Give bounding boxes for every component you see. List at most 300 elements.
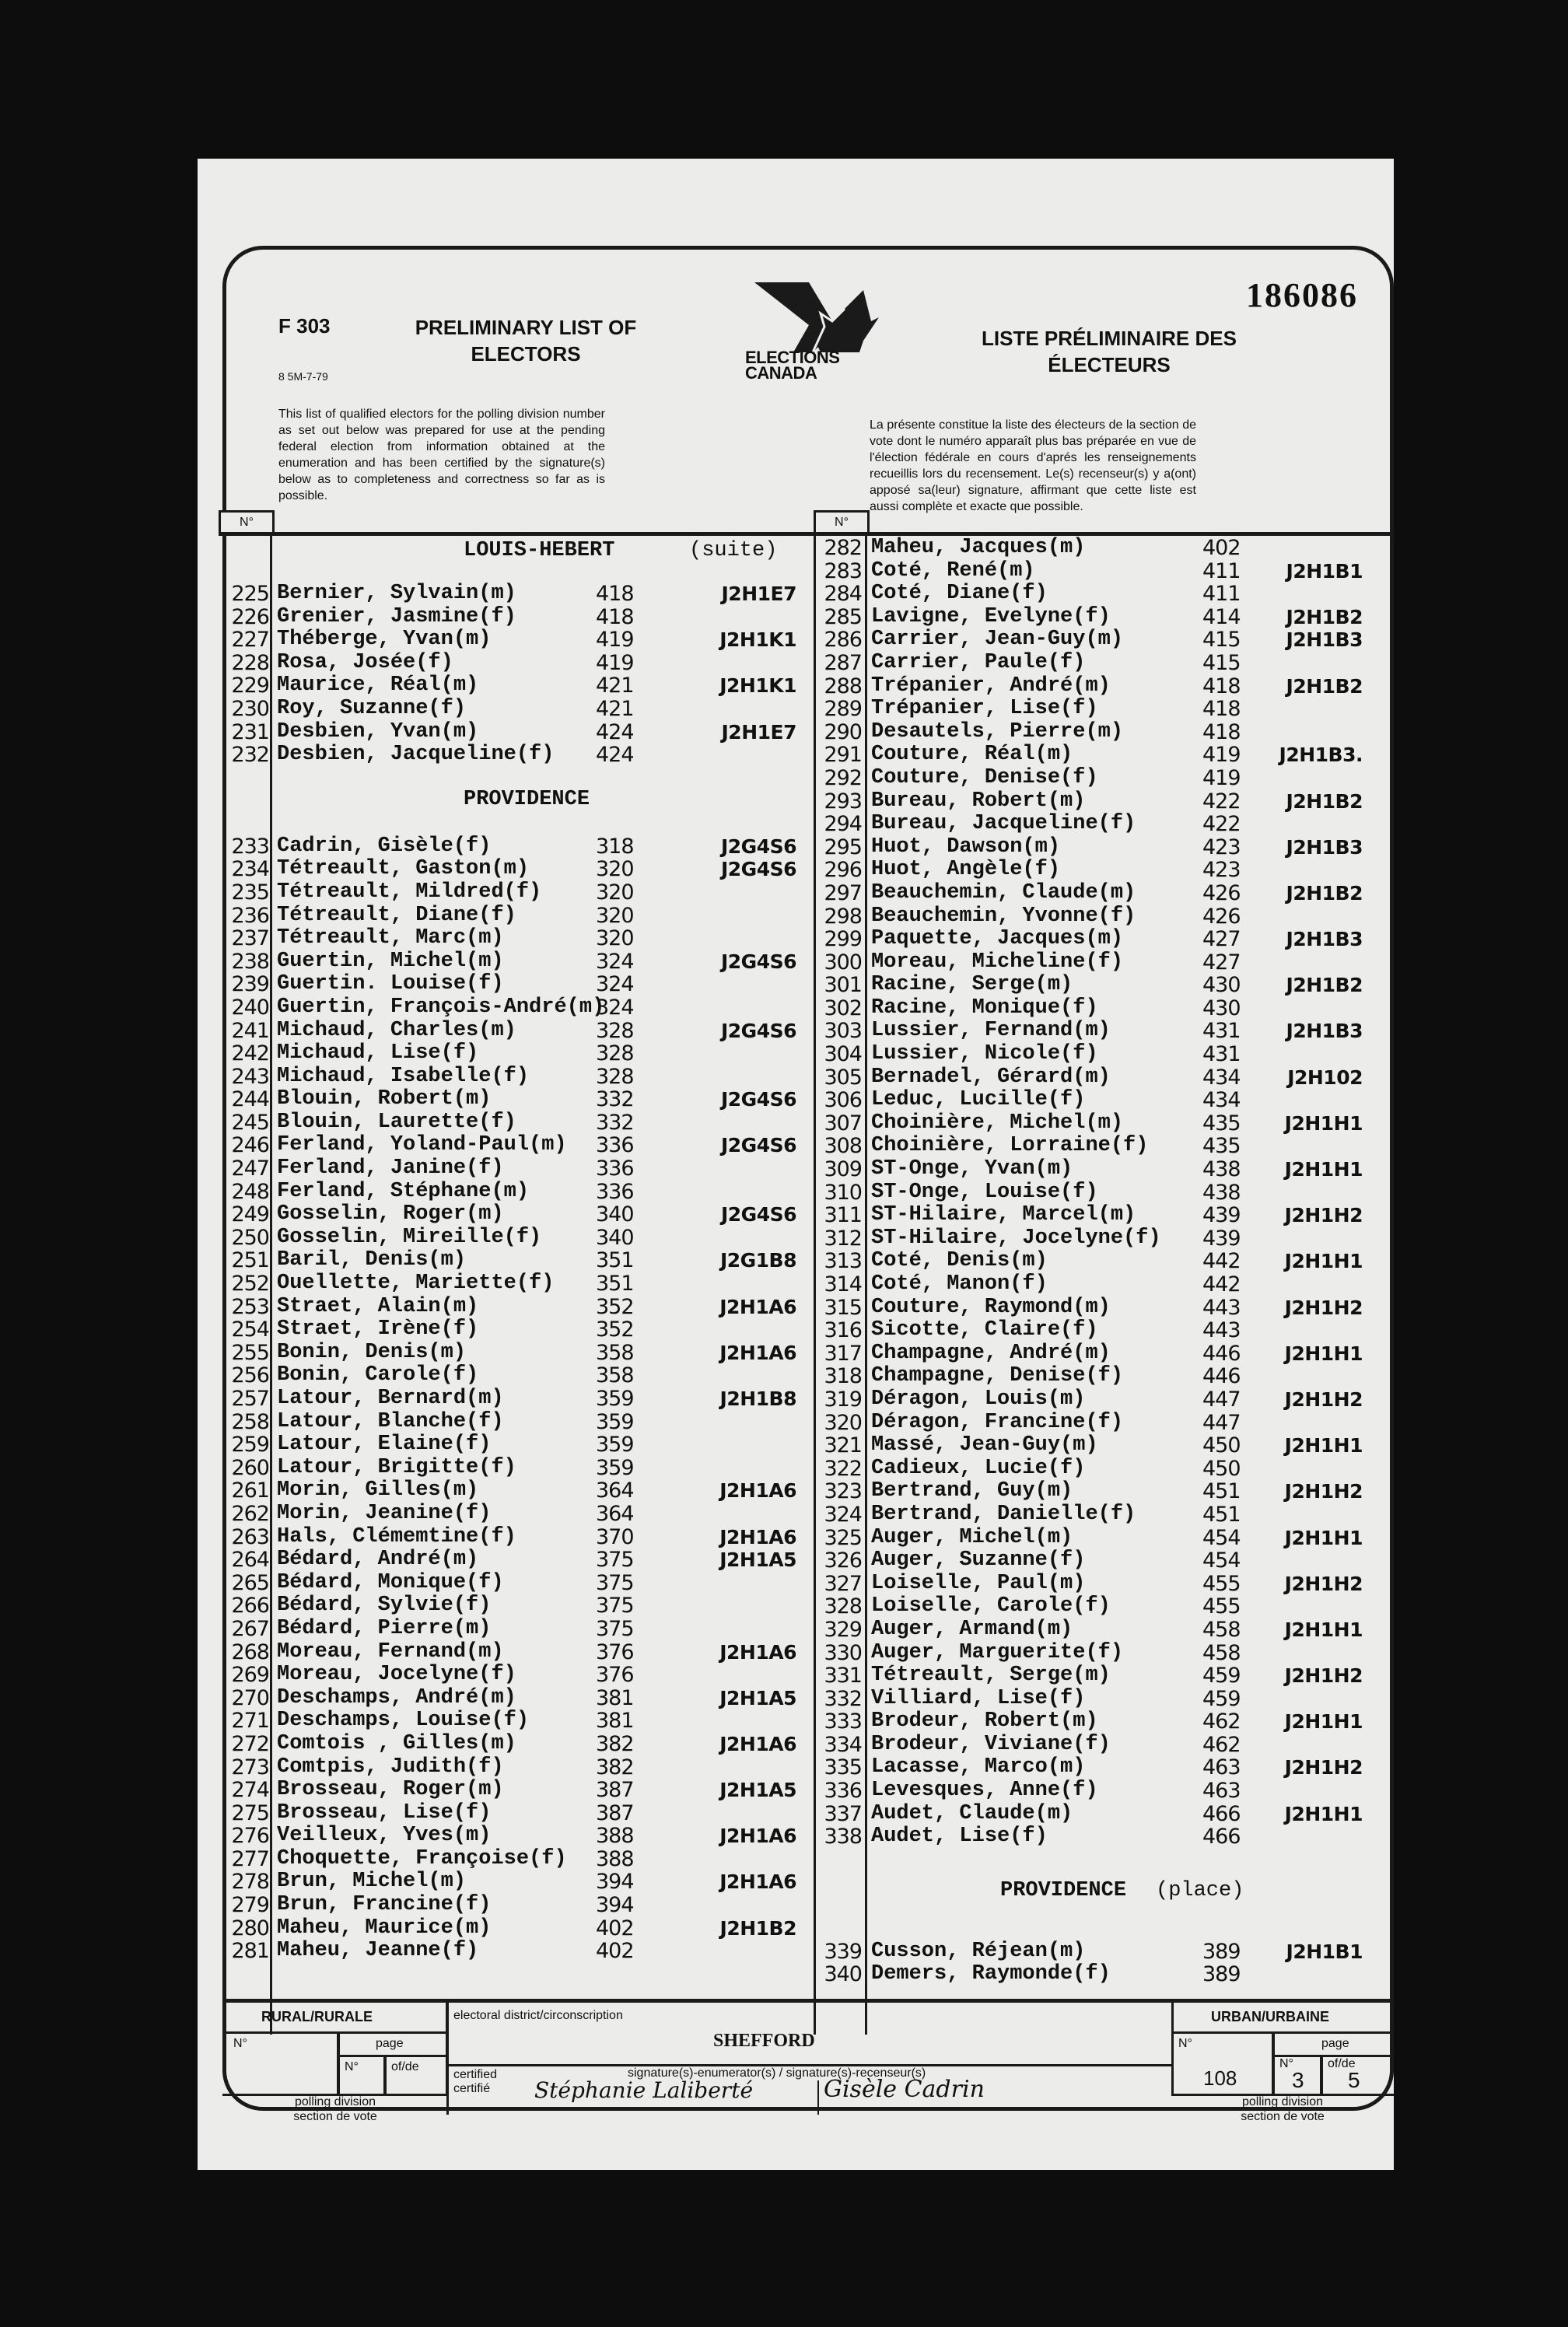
elector-address: 375 xyxy=(596,1616,634,1641)
elector-number: 338 xyxy=(824,1825,862,1849)
elector-address: 435 xyxy=(1202,1111,1241,1136)
elector-address: 423 xyxy=(1202,835,1241,859)
elector-number: 228 xyxy=(231,650,269,675)
elector-row xyxy=(814,1825,1394,1849)
elector-name: Morin, Jeanine(f) xyxy=(277,1501,492,1525)
elector-postal-code: J2H1H2 xyxy=(1284,1387,1363,1411)
elector-row xyxy=(222,606,814,629)
elector-number: 280 xyxy=(231,1916,269,1940)
elector-address: 424 xyxy=(596,743,634,768)
elector-name: Auger, Michel(m) xyxy=(871,1525,1073,1549)
elector-number: 337 xyxy=(824,1801,862,1826)
elector-row xyxy=(814,790,1394,814)
elector-name: Cadrin, Gisèle(f) xyxy=(277,834,492,858)
elector-address: 402 xyxy=(1202,536,1241,560)
elector-name: Maheu, Jeanne(f) xyxy=(277,1939,479,1963)
elector-postal-code: J2H1K1 xyxy=(719,674,796,698)
elector-address: 427 xyxy=(1202,927,1241,952)
elector-address: 463 xyxy=(1202,1779,1241,1804)
rural-polling-line2: section de vote xyxy=(293,2110,377,2123)
title-english xyxy=(386,314,666,367)
elector-row xyxy=(222,1387,814,1411)
elector-number: 273 xyxy=(231,1755,269,1779)
elector-name: Carrier, Paule(f) xyxy=(871,650,1086,674)
elector-postal-code: J2H1B3 xyxy=(1286,835,1363,859)
elector-row xyxy=(814,1412,1394,1435)
elector-address: 359 xyxy=(596,1387,634,1411)
elector-number: 263 xyxy=(231,1524,269,1549)
elector-name: Tétreault, Gaston(m) xyxy=(277,857,530,881)
elector-row xyxy=(814,882,1394,905)
elector-number: 305 xyxy=(824,1065,862,1090)
elector-row xyxy=(814,1273,1394,1296)
elector-number: 265 xyxy=(231,1570,269,1595)
elector-number: 308 xyxy=(824,1134,862,1159)
urban-polling-line1: polling division xyxy=(1241,2095,1324,2108)
elector-row xyxy=(814,1066,1394,1090)
elector-postal-code: J2H1B2 xyxy=(1286,789,1363,813)
section-title: PROVIDENCE xyxy=(464,787,590,811)
elector-number: 245 xyxy=(231,1110,269,1135)
elector-name: Levesques, Anne(f) xyxy=(871,1779,1098,1803)
elector-address: 381 xyxy=(596,1685,634,1710)
elector-number: 242 xyxy=(231,1041,269,1066)
elector-row xyxy=(222,927,814,950)
elector-address: 435 xyxy=(1202,1134,1241,1159)
elector-name: Auger, Suzanne(f) xyxy=(871,1548,1086,1573)
elector-address: 434 xyxy=(1202,1065,1241,1090)
elector-address: 328 xyxy=(596,1041,634,1066)
elector-postal-code: J2G1B8 xyxy=(719,1249,796,1272)
elector-list-left xyxy=(222,537,814,1963)
elector-row xyxy=(814,1089,1394,1112)
elector-address: 336 xyxy=(596,1157,634,1181)
elector-row xyxy=(222,1249,814,1272)
elector-address: 320 xyxy=(596,926,634,951)
section-suffix: (suite) xyxy=(689,539,778,562)
elector-number: 258 xyxy=(231,1409,269,1434)
elector-row xyxy=(222,1756,814,1779)
elector-row xyxy=(222,1733,814,1756)
elector-address: 388 xyxy=(596,1846,634,1871)
elector-name: Trépanier, André(m) xyxy=(871,674,1111,698)
elector-postal-code: J2H1A5 xyxy=(719,1779,796,1802)
elector-address: 324 xyxy=(596,995,634,1020)
elector-address: 418 xyxy=(1202,719,1241,744)
elector-number: 287 xyxy=(824,650,862,675)
elector-row xyxy=(222,1111,814,1135)
entries-providence xyxy=(222,835,814,1963)
section-title: PROVIDENCE xyxy=(1000,1878,1127,1902)
elector-row xyxy=(222,1848,814,1871)
elector-name: Veilleux, Yves(m) xyxy=(277,1824,492,1848)
elector-name: Couture, Denise(f) xyxy=(871,765,1098,789)
elector-row xyxy=(222,1088,814,1111)
urban-header xyxy=(1171,2003,1394,2034)
elector-row xyxy=(814,997,1394,1020)
elector-name: Racine, Serge(m) xyxy=(871,973,1073,997)
elector-name: Brodeur, Robert(m) xyxy=(871,1709,1098,1734)
elector-number: 300 xyxy=(824,950,862,975)
elector-name: Auger, Armand(m) xyxy=(871,1617,1073,1641)
elector-number: 274 xyxy=(231,1778,269,1803)
elector-row xyxy=(222,1894,814,1917)
elector-name: Bédard, Pierre(m) xyxy=(277,1616,492,1640)
signature-label: signature(s)-enumerator(s) / signature(s)-recenseur(s) xyxy=(628,2066,926,2080)
elector-name: Bonin, Denis(m) xyxy=(277,1340,467,1364)
elector-address: 430 xyxy=(1202,973,1241,998)
elector-number: 262 xyxy=(231,1501,269,1526)
elector-name: Lussier, Nicole(f) xyxy=(871,1042,1098,1066)
elector-postal-code: J2H1A5 xyxy=(719,1686,796,1709)
elector-address: 422 xyxy=(1202,789,1241,814)
elector-number: 309 xyxy=(824,1157,862,1182)
elector-postal-code: J2H1A6 xyxy=(719,1341,796,1364)
elector-number: 246 xyxy=(231,1133,269,1158)
elector-postal-code: J2H1H2 xyxy=(1284,1664,1363,1688)
elector-number: 260 xyxy=(231,1455,269,1480)
elector-number: 317 xyxy=(824,1341,862,1366)
elector-address: 426 xyxy=(1202,904,1241,929)
elector-row xyxy=(222,674,814,698)
elector-row xyxy=(222,1181,814,1204)
elector-name: Grenier, Jasmine(f) xyxy=(277,604,516,628)
elector-address: 434 xyxy=(1202,1088,1241,1113)
elector-row xyxy=(222,973,814,996)
urban-page-label: page xyxy=(1321,2037,1349,2050)
elector-row xyxy=(814,1204,1394,1227)
elector-number: 272 xyxy=(231,1731,269,1756)
elector-postal-code: J2H1H2 xyxy=(1284,1204,1363,1227)
elector-postal-code: J2H1H1 xyxy=(1284,1802,1363,1825)
elector-number: 288 xyxy=(824,674,862,698)
elector-name: Huot, Angèle(f) xyxy=(871,858,1061,882)
elector-number: 240 xyxy=(231,995,269,1020)
elector-row xyxy=(222,1870,814,1894)
elector-address: 462 xyxy=(1202,1732,1241,1757)
elector-number: 327 xyxy=(824,1571,862,1596)
elector-row xyxy=(222,1066,814,1089)
electoral-district-box xyxy=(446,2003,1173,2066)
elector-postal-code: J2H1B8 xyxy=(719,1387,796,1410)
elector-row xyxy=(222,1594,814,1618)
elector-name: Tétreault, Diane(f) xyxy=(277,903,516,927)
elector-address: 364 xyxy=(596,1501,634,1526)
elector-number: 250 xyxy=(231,1225,269,1250)
elector-row xyxy=(222,1296,814,1319)
elector-row xyxy=(222,1825,814,1848)
elector-number: 295 xyxy=(824,835,862,859)
elector-row xyxy=(222,1503,814,1526)
elector-number: 278 xyxy=(231,1870,269,1895)
elector-address: 389 xyxy=(1202,1962,1241,1987)
elector-address: 439 xyxy=(1202,1226,1241,1251)
elector-name: Moreau, Fernand(m) xyxy=(277,1639,504,1664)
elector-row xyxy=(222,1917,814,1940)
elector-number: 316 xyxy=(824,1318,862,1343)
elector-name: Blouin, Laurette(f) xyxy=(277,1110,516,1134)
urban-no-label: N° xyxy=(1178,2037,1192,2050)
urban-of-label: of/de xyxy=(1328,2057,1356,2070)
elector-row xyxy=(222,1526,814,1549)
elector-name: Déragon, Francine(f) xyxy=(871,1410,1124,1434)
elector-name: Lussier, Fernand(m) xyxy=(871,1019,1111,1043)
elector-number: 314 xyxy=(824,1272,862,1296)
elector-address: 370 xyxy=(596,1524,634,1549)
rural-polling-division xyxy=(222,2094,448,2124)
section-header-louis-hebert xyxy=(222,537,814,583)
elector-row xyxy=(814,1503,1394,1527)
elector-number: 244 xyxy=(231,1087,269,1112)
rural-page-box xyxy=(338,2032,448,2057)
elector-address: 324 xyxy=(596,972,634,997)
elector-address: 388 xyxy=(596,1824,634,1849)
elector-address: 443 xyxy=(1202,1295,1241,1320)
elector-address: 438 xyxy=(1202,1157,1241,1182)
elector-number: 315 xyxy=(824,1295,862,1320)
certified-line1: certified xyxy=(453,2068,498,2081)
elector-name: Straet, Alain(m) xyxy=(277,1294,479,1318)
elector-number: 251 xyxy=(231,1248,269,1273)
elector-row xyxy=(814,628,1394,652)
elector-postal-code: J2H1B1 xyxy=(1286,559,1363,583)
elector-row xyxy=(222,1318,814,1342)
urban-label: URBAN/URBAINE xyxy=(1211,2009,1329,2024)
elector-name: Rosa, Josée(f) xyxy=(277,650,453,674)
form-frame xyxy=(222,246,1394,2123)
elector-number: 304 xyxy=(824,1042,862,1067)
elector-name: Guertin. Louise(f) xyxy=(277,972,504,996)
elector-postal-code: J2H1H1 xyxy=(1284,1618,1363,1641)
elector-name: Trépanier, Lise(f) xyxy=(871,697,1098,721)
elector-row xyxy=(222,996,814,1020)
elector-name: Coté, Denis(m) xyxy=(871,1249,1048,1273)
elector-address: 387 xyxy=(596,1800,634,1825)
elector-address: 426 xyxy=(1202,880,1241,905)
urban-page-no-label: N° xyxy=(1279,2057,1293,2070)
number-column-header: N° xyxy=(219,510,275,533)
elector-number: 311 xyxy=(824,1203,862,1228)
elector-address: 418 xyxy=(596,582,634,606)
elector-name: Michaud, Charles(m) xyxy=(277,1018,516,1042)
elector-name: Cusson, Réjean(m) xyxy=(871,1939,1086,1963)
elector-address: 336 xyxy=(596,1133,634,1158)
rural-header xyxy=(222,2003,448,2034)
elector-number: 335 xyxy=(824,1755,862,1780)
elector-number: 271 xyxy=(231,1709,269,1734)
title-french xyxy=(946,325,1272,378)
elector-row xyxy=(814,1664,1394,1688)
elector-row xyxy=(814,1734,1394,1757)
elector-number: 296 xyxy=(824,858,862,883)
elector-number: 269 xyxy=(231,1663,269,1688)
elector-name: Champagne, André(m) xyxy=(871,1341,1111,1365)
elector-row xyxy=(222,1779,814,1802)
elector-address: 419 xyxy=(1202,743,1241,768)
elector-postal-code: J2H1B3 xyxy=(1286,1020,1363,1043)
elector-number: 313 xyxy=(824,1249,862,1274)
elector-address: 450 xyxy=(1202,1433,1241,1458)
elector-number: 237 xyxy=(231,926,269,951)
elector-postal-code: J2H1A6 xyxy=(719,1295,796,1318)
elector-row xyxy=(222,1709,814,1733)
elector-number: 283 xyxy=(824,558,862,583)
elector-name: Leduc, Lucille(f) xyxy=(871,1088,1086,1112)
elector-address: 463 xyxy=(1202,1755,1241,1780)
elector-row xyxy=(222,858,814,881)
elector-number: 238 xyxy=(231,949,269,974)
elector-postal-code: J2H1B3 xyxy=(1286,628,1363,652)
elector-name: Lacasse, Marco(m) xyxy=(871,1755,1086,1779)
elector-row xyxy=(222,744,814,767)
elector-address: 455 xyxy=(1202,1594,1241,1619)
elector-address: 443 xyxy=(1202,1318,1241,1343)
elector-row xyxy=(814,537,1394,560)
elector-postal-code: J2H1H1 xyxy=(1284,1342,1363,1365)
elector-postal-code: J2H1B2 xyxy=(1286,974,1363,997)
elector-postal-code: J2H1B2 xyxy=(1286,605,1363,628)
elector-row xyxy=(814,560,1394,583)
elector-postal-code: J2H1A6 xyxy=(719,1870,796,1894)
title-fr-line1: LISTE PRÉLIMINAIRE DES xyxy=(982,327,1237,350)
elector-row xyxy=(814,1388,1394,1412)
elector-address: 364 xyxy=(596,1478,634,1503)
elector-number: 234 xyxy=(231,857,269,882)
elector-name: Tétreault, Serge(m) xyxy=(871,1664,1111,1688)
entries-continued xyxy=(814,537,1394,1849)
elector-row xyxy=(814,905,1394,929)
section-header-providence xyxy=(222,767,814,835)
elector-name: Blouin, Robert(m) xyxy=(277,1087,492,1111)
elector-address: 414 xyxy=(1202,604,1241,629)
elector-row xyxy=(222,1548,814,1572)
elector-address: 320 xyxy=(596,857,634,882)
elector-name: Beauchemin, Claude(m) xyxy=(871,880,1136,905)
rural-page-no-box xyxy=(338,2056,386,2096)
elector-address: 421 xyxy=(596,674,634,698)
elector-row xyxy=(222,628,814,652)
elector-postal-code: J2H1B1 xyxy=(1286,1940,1363,1963)
elector-postal-code: J2G4S6 xyxy=(720,1203,796,1226)
elector-row xyxy=(222,1342,814,1365)
elector-name: Bédard, Sylvie(f) xyxy=(277,1594,492,1618)
elector-address: 450 xyxy=(1202,1456,1241,1481)
elector-row xyxy=(814,1181,1394,1205)
elector-address: 442 xyxy=(1202,1272,1241,1296)
elector-name: Racine, Monique(f) xyxy=(871,996,1098,1020)
elector-address: 419 xyxy=(596,650,634,675)
elector-name: Michaud, Isabelle(f) xyxy=(277,1064,530,1088)
elector-number: 322 xyxy=(824,1456,862,1481)
elector-row xyxy=(814,1043,1394,1066)
elector-name: Bertrand, Danielle(f) xyxy=(871,1502,1136,1526)
elector-address: 332 xyxy=(596,1110,634,1135)
elector-row xyxy=(222,1664,814,1687)
elector-address: 340 xyxy=(596,1225,634,1250)
elector-address: 430 xyxy=(1202,996,1241,1020)
elector-postal-code: J2H1H2 xyxy=(1284,1480,1363,1503)
elector-address: 459 xyxy=(1202,1686,1241,1711)
elector-name: Demers, Raymonde(f) xyxy=(871,1962,1111,1986)
elector-row xyxy=(814,813,1394,836)
elector-name: Cadieux, Lucie(f) xyxy=(871,1456,1086,1480)
elector-name: Latour, Brigitte(f) xyxy=(277,1455,516,1479)
elector-name: Audet, Lise(f) xyxy=(871,1825,1048,1849)
elector-row xyxy=(222,1433,814,1457)
elector-row xyxy=(222,652,814,675)
elector-row xyxy=(222,1042,814,1066)
elector-row xyxy=(814,1779,1394,1803)
elector-name: Maheu, Maurice(m) xyxy=(277,1916,492,1940)
elector-name: Morin, Gilles(m) xyxy=(277,1478,479,1503)
elector-address: 352 xyxy=(596,1317,634,1342)
elector-address: 328 xyxy=(596,1018,634,1043)
elector-name: ST-Onge, Louise(f) xyxy=(871,1180,1098,1204)
elector-address: 411 xyxy=(1202,558,1241,583)
elector-number: 259 xyxy=(231,1433,269,1457)
form-code: F 303 xyxy=(278,314,331,338)
elector-postal-code: J2H1A6 xyxy=(719,1479,796,1503)
elector-name: Carrier, Jean-Guy(m) xyxy=(871,628,1124,652)
elector-row xyxy=(814,721,1394,744)
elector-number: 281 xyxy=(231,1939,269,1964)
elector-row xyxy=(814,1963,1394,1986)
elector-row xyxy=(814,951,1394,975)
elector-number: 320 xyxy=(824,1410,862,1435)
elector-address: 458 xyxy=(1202,1640,1241,1665)
elector-name: Paquette, Jacques(m) xyxy=(871,927,1124,951)
elector-row xyxy=(814,1250,1394,1273)
elector-row xyxy=(222,1479,814,1503)
section-suffix: (place) xyxy=(1156,1878,1244,1902)
elector-row xyxy=(814,1434,1394,1457)
elector-address: 418 xyxy=(1202,697,1241,722)
elector-number: 233 xyxy=(231,834,269,859)
elector-name: Bonin, Carole(f) xyxy=(277,1363,479,1387)
urban-page-no-value: 3 xyxy=(1292,2068,1304,2092)
elector-row xyxy=(814,767,1394,790)
elector-number: 264 xyxy=(231,1548,269,1573)
elector-name: Massé, Jean-Guy(m) xyxy=(871,1433,1098,1457)
elector-name: Loiselle, Carole(f) xyxy=(871,1594,1111,1618)
elector-name: Ferland, Stéphane(m) xyxy=(277,1179,530,1203)
elector-number: 306 xyxy=(824,1088,862,1113)
elector-postal-code: J2H1K1 xyxy=(719,628,796,652)
elector-name: Ferland, Janine(f) xyxy=(277,1157,504,1181)
elector-name: Bertrand, Guy(m) xyxy=(871,1479,1073,1503)
elector-postal-code: J2H1A6 xyxy=(719,1525,796,1548)
elector-row xyxy=(814,859,1394,882)
elector-postal-code: J2H1H1 xyxy=(1284,1710,1363,1734)
elector-number: 323 xyxy=(824,1479,862,1504)
elector-number: 329 xyxy=(824,1617,862,1642)
elector-row xyxy=(814,1940,1394,1964)
elector-name: Champagne, Denise(f) xyxy=(871,1364,1124,1388)
elector-row xyxy=(814,1020,1394,1043)
elector-row xyxy=(814,744,1394,767)
elector-address: 466 xyxy=(1202,1801,1241,1826)
title-en-line2: ELECTORS xyxy=(471,342,581,366)
elector-number: 253 xyxy=(231,1294,269,1319)
elector-row xyxy=(222,1020,814,1043)
elector-number: 301 xyxy=(824,973,862,998)
elector-name: Comtois , Gilles(m) xyxy=(277,1731,516,1755)
elector-number: 324 xyxy=(824,1502,862,1527)
elector-row xyxy=(222,1802,814,1825)
elector-number: 334 xyxy=(824,1732,862,1757)
elector-address: 458 xyxy=(1202,1617,1241,1642)
elector-number: 332 xyxy=(824,1686,862,1711)
